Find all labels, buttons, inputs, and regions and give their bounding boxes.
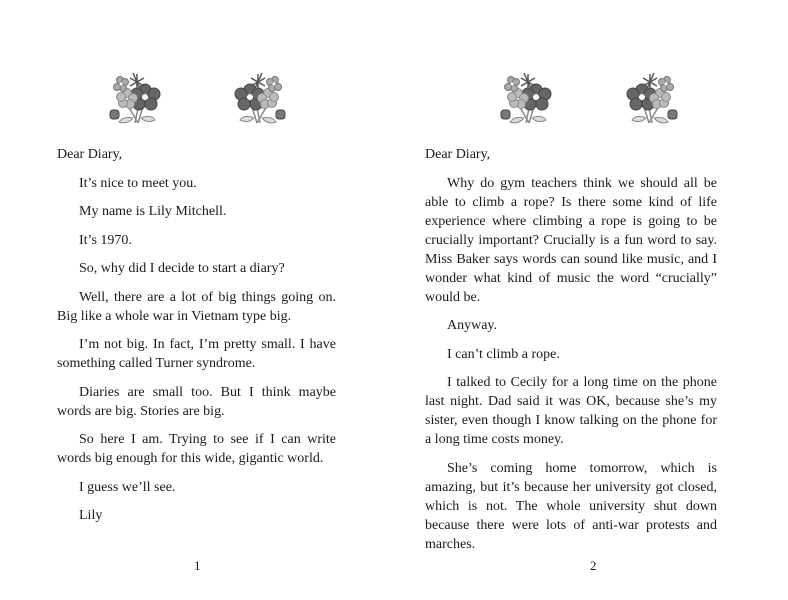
salutation: Dear Diary,: [57, 147, 123, 162]
page-number: 2: [590, 558, 597, 573]
flower-bouquet-icon: [496, 68, 556, 128]
right-page: [394, 0, 788, 600]
paragraph: Diaries are small too. But I think maybe words are big. Stories are big.: [57, 384, 336, 419]
paragraph: Anyway.: [447, 318, 498, 333]
diary-entry: [57, 145, 336, 535]
paragraph: She’s coming home tomorrow, which is amazing, but it’s because her university got closed, which is not. The whole university shut down because there were lots of anti-war protests and marches.: [425, 460, 717, 552]
paragraph: It’s 1970.: [79, 232, 132, 248]
paragraph: It’s nice to meet you.: [79, 175, 197, 191]
flower-bouquet-icon: [105, 68, 165, 128]
paragraph: Why do gym teachers think we should all be able to climb a rope? Is there some kind of life experience where climbing a rope is going to be crucially important? Crucially is a fun word to say. Miss Baker says words can sound like music, and I wonder what kind of music the word “crucially” would be.: [425, 175, 717, 305]
paragraph: My name is Lily Mitchell.: [79, 204, 227, 219]
salutation: Dear Diary,: [425, 147, 491, 162]
paragraph: So here I am. Trying to see if I can write words big enough for this wide, gigantic world.: [57, 432, 336, 466]
paragraph: So, why did I decide to start a diary?: [79, 261, 285, 276]
signature: Lily: [79, 508, 103, 523]
paragraph: I’m not big. In fact, I’m pretty small. I have something called Turner syndrome.: [57, 337, 336, 371]
diary-entry: [425, 145, 717, 563]
paragraph: I guess we’ll see.: [79, 479, 176, 495]
flower-bouquet-icon: [230, 68, 290, 128]
paragraph: I talked to Cecily for a long time on the phone last night. Dad said it was OK, because she’s my sister, even though I know talking on the phone for a long time costs money.: [425, 375, 717, 447]
page-number: 1: [194, 558, 201, 573]
paragraph: I can’t climb a rope.: [447, 346, 560, 362]
flower-bouquet-icon: [622, 68, 682, 128]
paragraph: Well, there are a lot of big things going on. Big like a whole war in Vietnam type big.: [57, 289, 336, 324]
